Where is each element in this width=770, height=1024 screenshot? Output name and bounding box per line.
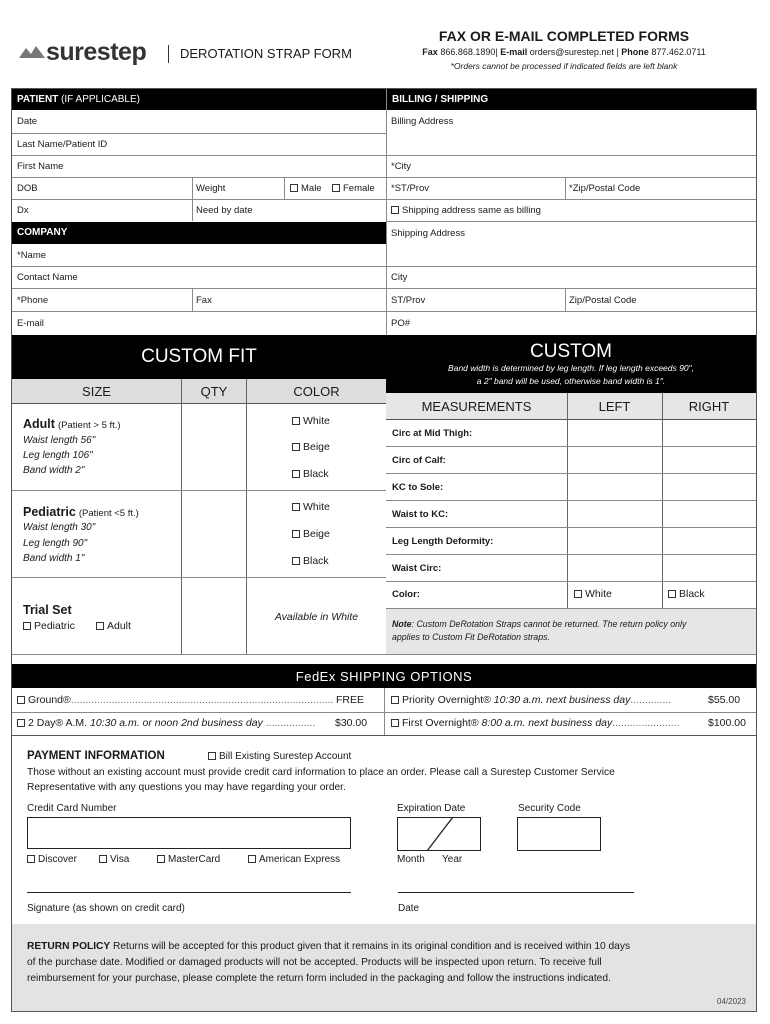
custom-subtitle-2: a 2" band will be used, otherwise band width is 1". xyxy=(476,376,666,386)
custom-color-label: Color: xyxy=(392,589,420,600)
shipping-zip-field[interactable]: Zip/Postal Code xyxy=(569,295,637,306)
custom-title: CUSTOM xyxy=(530,341,612,362)
mastercard-checkbox[interactable]: MasterCard xyxy=(157,854,220,865)
bill-existing-checkbox[interactable]: Bill Existing Surestep Account xyxy=(208,751,351,762)
shipping-city-field[interactable]: City xyxy=(391,272,408,283)
custom-subtitle-1: Band width is determined by leg length. If leg length exceeds 90", xyxy=(448,363,694,373)
ped-leg: Leg length 90" xyxy=(23,538,88,549)
cc-number-label: Credit Card Number xyxy=(27,803,117,814)
cc-number-input[interactable] xyxy=(27,817,351,849)
patient-heading: PATIENT (IF APPLICABLE) xyxy=(12,89,386,110)
expiration-label: Expiration Date xyxy=(397,803,466,814)
ground-price: FREE xyxy=(336,694,365,706)
date-label: Date xyxy=(398,903,420,914)
required-note: *Orders cannot be processed if indicated fields are left blank xyxy=(450,61,678,71)
fax-heading: FAX OR E-MAIL COMPLETED FORMS xyxy=(438,28,690,44)
month-label: Month xyxy=(397,854,425,865)
company-phone-field[interactable]: *Phone xyxy=(17,295,49,306)
company-name-field[interactable]: *Name xyxy=(17,250,47,261)
custom-white-checkbox[interactable]: White xyxy=(574,589,612,600)
logo-text: surestep xyxy=(46,38,147,66)
shipping-address-field[interactable]: Shipping Address xyxy=(391,228,465,239)
adult-waist: Waist length 56" xyxy=(23,435,96,446)
phone-number: 877.462.0711 xyxy=(651,47,706,57)
email-label: E-mail xyxy=(500,47,528,57)
waist-circ-row[interactable]: Waist Circ: xyxy=(392,563,442,574)
adult-band: Band width 2" xyxy=(23,465,85,476)
ped-waist: Waist length 30" xyxy=(23,522,96,533)
trial-adult-checkbox[interactable]: Adult xyxy=(96,621,131,632)
email-address[interactable]: orders@surestep.net xyxy=(529,47,614,57)
trial-availability: Available in White xyxy=(274,611,359,623)
signature-line[interactable] xyxy=(27,892,351,893)
return-policy-line-2: of the purchase date. Modified or damaged products will not be accepted. Products will be inspected upon return. To receive full xyxy=(27,957,602,968)
patient-dob-field[interactable]: DOB xyxy=(17,183,38,194)
patient-last-name-field[interactable]: Last Name/Patient ID xyxy=(17,139,108,150)
two-day-price: $30.00 xyxy=(335,717,368,729)
billing-st-field[interactable]: *ST/Prov xyxy=(391,183,430,194)
fax-label: Fax xyxy=(422,47,438,57)
priority-overnight-option[interactable]: Priority Overnight® 10:30 a.m. next business day.............. xyxy=(391,695,671,706)
contact-name-field[interactable]: Contact Name xyxy=(17,272,78,283)
ped-band: Band width 1" xyxy=(23,553,85,564)
billing-heading: BILLING / SHIPPING xyxy=(387,89,756,110)
ped-beige-checkbox[interactable]: Beige xyxy=(292,529,330,540)
return-policy-line-1: RETURN POLICY Returns will be accepted for this product given that it remains in its original condition and is received within 10 days xyxy=(27,941,631,952)
logo-mountain-icon xyxy=(19,44,45,58)
security-code-input[interactable] xyxy=(517,817,601,851)
form-title: DEROTATION STRAP FORM xyxy=(180,46,352,61)
col-color: COLOR xyxy=(293,384,340,399)
discover-checkbox[interactable]: Discover xyxy=(27,854,77,865)
adult-white-checkbox[interactable]: White xyxy=(292,416,330,427)
company-fax-field[interactable]: Fax xyxy=(196,295,212,306)
amex-checkbox[interactable]: American Express xyxy=(248,854,340,865)
po-number-field[interactable]: PO# xyxy=(391,318,411,329)
billing-city-field[interactable]: *City xyxy=(391,161,412,172)
ped-white-checkbox[interactable]: White xyxy=(292,502,330,513)
payment-desc-1: Those without an existing account must provide credit card information to place an order. Please call a Surestep Customer Service xyxy=(27,767,615,778)
col-size: SIZE xyxy=(82,384,111,399)
circ-calf-row[interactable]: Circ of Calf: xyxy=(392,455,446,466)
col-right: RIGHT xyxy=(688,399,730,414)
payment-heading: PAYMENT INFORMATION xyxy=(27,750,165,762)
visa-checkbox[interactable]: Visa xyxy=(99,854,129,865)
two-day-option[interactable]: 2 Day® A.M. 10:30 a.m. or noon 2nd business day ................. xyxy=(17,718,315,729)
same-as-billing-checkbox[interactable]: Shipping address same as billing xyxy=(391,205,541,216)
date-line[interactable] xyxy=(398,892,634,893)
company-heading: COMPANY xyxy=(12,222,386,244)
first-overnight-option[interactable]: First Overnight® 8:00 a.m. next business day....................... xyxy=(391,718,679,729)
payment-desc-2: Representative with any questions you may have regarding your order. xyxy=(27,782,346,793)
pediatric-title: Pediatric (Patient <5 ft.) xyxy=(23,505,139,519)
revision-date: 04/2023 xyxy=(717,997,746,1006)
phone-label: Phone xyxy=(621,47,649,57)
section-divider xyxy=(386,89,387,335)
billing-zip-field[interactable]: *Zip/Postal Code xyxy=(569,183,641,194)
male-checkbox[interactable]: Male xyxy=(290,183,322,194)
custom-note-line-2: applies to Custom Fit DeRotation straps. xyxy=(392,632,550,642)
fax-number: 866.868.1890 xyxy=(440,47,496,57)
year-label: Year xyxy=(442,854,463,865)
shipping-title: FedEx SHIPPING OPTIONS xyxy=(295,669,473,684)
col-measurements: MEASUREMENTS xyxy=(421,399,532,414)
security-code-label: Security Code xyxy=(518,803,581,814)
patient-date-field[interactable]: Date xyxy=(17,116,38,127)
ground-option[interactable]: Ground®.......................................................................................... xyxy=(17,695,333,706)
custom-fit-title: CUSTOM FIT xyxy=(141,346,257,367)
adult-black-checkbox[interactable]: Black xyxy=(292,469,329,480)
company-email-field[interactable]: E-mail xyxy=(17,318,44,329)
signature-label: Signature (as shown on credit card) xyxy=(27,903,185,914)
adult-leg: Leg length 106" xyxy=(23,450,93,461)
adult-beige-checkbox[interactable]: Beige xyxy=(292,442,330,453)
contact-line: Fax 866.868.1890| E-mail orders@surestep.net | Phone 877.462.0711 xyxy=(422,47,706,57)
patient-first-name-field[interactable]: First Name xyxy=(17,161,64,172)
trial-set-title: Trial Set xyxy=(23,603,72,617)
custom-black-checkbox[interactable]: Black xyxy=(668,589,705,600)
patient-weight-field[interactable]: Weight xyxy=(196,183,226,194)
header-divider xyxy=(168,45,169,63)
patient-dx-field[interactable]: Dx xyxy=(17,205,29,216)
return-policy-line-3: reimbursement for your purchase, please complete the return form included in the packaging and follow the instructions indicated. xyxy=(27,973,611,984)
female-checkbox[interactable]: Female xyxy=(332,183,375,194)
col-qty: QTY xyxy=(200,384,228,399)
ped-black-checkbox[interactable]: Black xyxy=(292,556,329,567)
first-overnight-price: $100.00 xyxy=(708,717,746,729)
kc-to-sole-row[interactable]: KC to Sole: xyxy=(392,482,444,493)
circ-mid-thigh-row[interactable]: Circ at Mid Thigh: xyxy=(392,428,473,439)
expiration-slash xyxy=(397,817,481,851)
adult-title: Adult (Patient > 5 ft.) xyxy=(23,417,121,431)
shipping-st-field[interactable]: ST/Prov xyxy=(391,295,426,306)
col-left: LEFT xyxy=(598,399,631,414)
billing-address-field[interactable]: Billing Address xyxy=(391,116,454,127)
waist-to-kc-row[interactable]: Waist to KC: xyxy=(392,509,449,520)
leg-length-deformity-row[interactable]: Leg Length Deformity: xyxy=(392,536,494,547)
need-by-date-field[interactable]: Need by date xyxy=(196,205,253,216)
custom-note-line-1: Note: Custom DeRotation Straps cannot be returned. The return policy only xyxy=(392,619,687,629)
trial-pediatric-checkbox[interactable]: Pediatric xyxy=(23,621,75,632)
priority-overnight-price: $55.00 xyxy=(708,694,741,706)
